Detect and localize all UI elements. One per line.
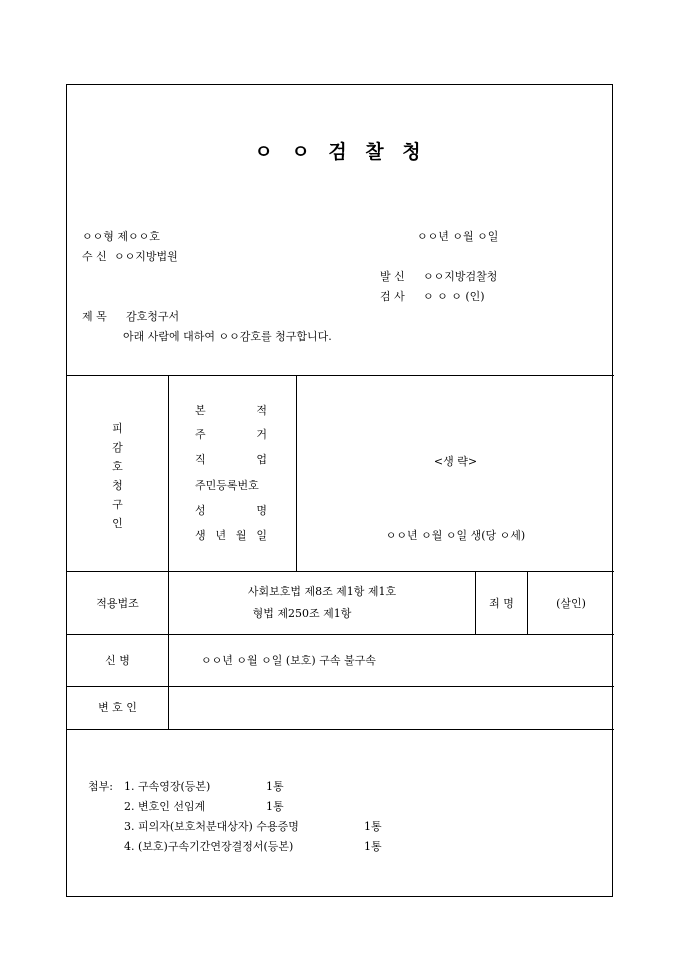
field-char: 거: [256, 428, 267, 441]
doc-date: ㅇㅇ년 ㅇ월 ㅇ일: [417, 230, 499, 243]
law-line: 형법 제250조 제1항: [252, 607, 352, 620]
attachment-count: 1통: [266, 780, 284, 793]
claimant-label-char: 감: [112, 441, 123, 454]
divider: [67, 634, 614, 635]
claimant-label-char: 피: [112, 422, 123, 435]
divider: [168, 375, 169, 729]
attachment-count: 1통: [364, 840, 382, 853]
charge: (살인): [556, 597, 586, 610]
field-char: 적: [256, 404, 267, 417]
attachment-item: 2. 변호인 선임계: [124, 800, 206, 813]
sender-label: 발 신: [380, 270, 405, 283]
field-char: 일: [256, 529, 267, 542]
prosecutor-label: 검 사: [380, 290, 405, 303]
request-body: 아래 사람에 대하여 ㅇㅇ감호를 청구합니다.: [123, 330, 332, 343]
field-label-resident-number: [195, 479, 267, 492]
divider: [67, 571, 614, 572]
lawyer-label: 변 호 인: [98, 701, 137, 714]
attachment-item: 1. 구속영장(등본): [124, 780, 211, 793]
field-char: 업: [256, 453, 267, 466]
field-char: 명: [256, 504, 267, 517]
prosecutor: ㅇ ㅇ ㅇ (인): [423, 290, 485, 303]
attachment-item: 4. (보호)구속기간연장결정서(등본): [124, 840, 294, 853]
charge-label: 죄 명: [489, 597, 514, 610]
field-char: 생: [195, 529, 206, 542]
attachment-count: 1통: [364, 820, 382, 833]
divider: [67, 686, 614, 687]
claimant-label-char: 구: [112, 498, 123, 511]
field-char: 직: [195, 453, 206, 466]
attachment-count: 1통: [266, 800, 284, 813]
page-title: ㅇ ㅇ 검 찰 청: [254, 141, 427, 163]
claimant-label-char: 청: [112, 479, 123, 492]
recipient-label: 수 신: [82, 250, 107, 263]
subject-label: 제 목: [82, 310, 107, 323]
field-char: 주: [195, 428, 206, 441]
claimant-label-char: 인: [112, 517, 123, 530]
claimant-section-label: [67, 419, 168, 533]
law-line: 사회보호법 제8조 제1항 제1호: [247, 585, 397, 598]
divider: [67, 729, 614, 730]
sender: ㅇㅇ지방검찰청: [423, 270, 498, 283]
divider: [67, 375, 614, 376]
field-char: 성: [195, 504, 206, 517]
doc-number: ㅇㅇ형 제ㅇㅇ호: [82, 230, 160, 243]
field-char: 주민등록번호: [195, 479, 259, 492]
attachment-item: 3. 피의자(보호처분대상자) 수용증명: [124, 820, 299, 833]
field-label-jugeo: [195, 428, 267, 441]
law-label: 적용법조: [96, 597, 139, 610]
custody-value: ㅇㅇ년 ㅇ월 ㅇ일 (보호) 구속 불구속: [201, 654, 376, 667]
birth-value: ㅇㅇ년 ㅇ월 ㅇ일 생(당 ㅇ세): [385, 529, 526, 542]
subject: 감호청구서: [126, 310, 180, 323]
field-label-name: [195, 504, 267, 517]
recipient: ㅇㅇ지방법원: [114, 250, 178, 263]
field-char: 본: [195, 404, 206, 417]
custody-label: 신 병: [105, 654, 130, 667]
omitted-note: <생 략>: [433, 455, 478, 468]
attachments-prefix: 첨부:: [88, 780, 113, 793]
document-frame: [66, 84, 613, 897]
field-char: 년: [215, 529, 227, 542]
field-label-birthdate: [195, 529, 267, 542]
field-label-bonjeok: [195, 404, 267, 417]
field-char: 월: [235, 529, 247, 542]
field-label-job: [195, 453, 267, 466]
claimant-label-char: 호: [112, 460, 123, 473]
